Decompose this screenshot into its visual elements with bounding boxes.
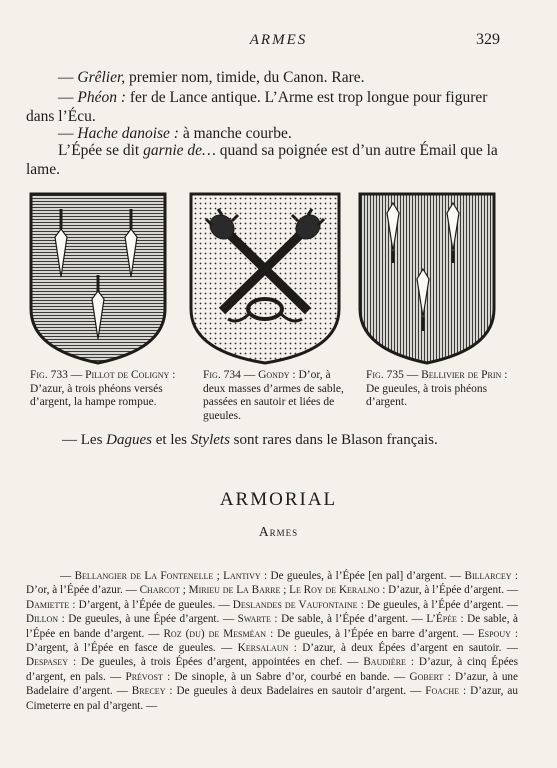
shield-735-image [357, 191, 497, 366]
pheon-term: Phéon : [77, 89, 127, 106]
armorial-entry-name: Gobert [409, 670, 444, 683]
armorial-entry-text: : De sable, à l’Épée en bande d’argent. — [26, 613, 519, 640]
armorial-list: — Bellangier de La Fontenelle ; Lantivy : De gueules, à l’Épée [en pal] d’argent. — Billarcey : D’or, à l’Épée d’azur. — Charcot ; Mirieu de La Barre ; Le Roy de Keralno : D’azur, à l’Épée d’argent. — Damiette : D’argent, à l’Épée de gueules. — Deslandes de Vaufontaine : De gueules, à l’Épée d’argent. — Dillon : De gueules, à une Épée d’argent. — Swarte : De sable, à l’Épée d’argent. — L’Épée : De sable, à l’Épée en bande d’argent. — Roz (du) de Mesméan : De gueules, à l’Épée en barre d’argent. — Espouy : D’argent, à l’Épée en fasce de gueules. — Kersalaun : D’azur, à deux Épées d’argent en sautoir. — Despasey : De gueules, à trois Épées d’argent, appointées en chef. — Baudière : D’azur, à cinq Épées d’argent, en pals. — Prévost : De sinople, à un Sabre d’or, courbé en bande. — Gobert : D’azur, à une Badelaire d’argent. — Brecey : De gueules à deux Badelaires en sautoir d’argent. — Foache : D’azur, au Cimeterre en pal d’argent. — [26, 570, 519, 712]
armorial-entry-name: Roz (du) de Mesméan [163, 627, 267, 640]
armorial-entry-text: : De gueules, à l’Épée [en pal] d’argent. — [260, 570, 465, 582]
armorial-entry-text: : D’azur, à cinq Épées d’argent, en pals. — [26, 656, 519, 683]
grelier-term: Grêlier, [77, 69, 126, 86]
armorial-entry-name: Damiette [26, 598, 70, 611]
armorial-entry-text: : De gueules, à l’Épée en barre d’argent. — [266, 627, 478, 640]
hache-term: Hache danoise : [77, 125, 179, 142]
armorial-entry-name: Bellangier de La Fontenelle [74, 570, 214, 582]
garnie-term: garnie de… [143, 142, 216, 159]
caption-fig-733: Fig. 733 — Pillot de Coligny : D’azur, à trois phéons versés d’argent, la hampe rompue. [30, 369, 176, 408]
armorial-entry-name: Brecey [131, 685, 166, 698]
page-number: 329 [476, 31, 500, 48]
armorial-entry-name: Mirieu de La Barre [188, 584, 281, 597]
armorial-entry-name: Dillon [26, 613, 59, 626]
section-subtitle: Armes [258, 524, 299, 539]
armorial-entry-text: : D’azur, au Cimeterre en pal d’argent. — [26, 685, 518, 712]
armorial-entry-text: : D’azur, à l’Épée d’argent. — [379, 584, 519, 597]
armorial-entry-text: : De gueules à deux Badelaires en sautoir d’argent. — [165, 685, 426, 698]
armorial-entry-name: Lantivy [223, 570, 261, 582]
armorial-entry-text: : De gueules, à une Épée d’argent. — [58, 613, 238, 626]
armorial-entry-text: : De gueules, à l’Épée d’argent. — [357, 598, 518, 611]
running-header: ARMES [249, 32, 308, 48]
grelier-paragraph: — Grêlier, premier nom, timide, du Canon. Rare. [58, 69, 365, 86]
shield-733-image [28, 191, 168, 366]
armorial-entry-name: L’Épée [426, 613, 457, 626]
armorial-entry-text: : D’or, à l’Épée d’azur. — [26, 570, 519, 597]
armorial-entry-name: Baudière [363, 656, 406, 669]
armorial-entry-text: : D’azur, à deux Épées d’argent en sautoir. — [288, 642, 518, 655]
armorial-entry-name: Deslandes de Vaufontaine [232, 598, 358, 611]
caption-fig-734: Fig. 734 — Gondy : D’or, à deux masses d’armes de sable, passées en sautoir et liées de gueules. [203, 369, 344, 422]
armorial-entry-text: ; [179, 584, 189, 597]
armorial-entry-name: Billarcey [464, 570, 512, 582]
armorial-entry-text: ; [280, 584, 290, 597]
armorial-entry-name: Swarte [237, 613, 271, 626]
shield-734-image [188, 191, 342, 366]
armorial-entry-text: : De sinople, à un Sabre d’or, courbé en bande. — [162, 670, 410, 683]
dagues-note: — Les Dagues et les Stylets sont rares dans le Blason français. [62, 432, 438, 448]
caption-fig-735: Fig. 735 — Bellivier de Prin : De gueules, à trois phéons d’argent. [366, 369, 508, 408]
armorial-entry-name: Despasey [26, 656, 69, 669]
armorial-entry-name: Le Roy de Keralno [289, 584, 380, 597]
shield-735-icon [357, 191, 497, 366]
armorial-entry-text: : D’azur, à une Badelaire d’argent. — [26, 670, 518, 698]
shield-733-icon [28, 191, 168, 366]
armorial-entry-name: Foache [425, 685, 460, 698]
armorial-entry-name: Prévost [125, 670, 163, 683]
armorial-entry-text: ; [213, 570, 224, 582]
armorial-entry-name: Kersalaun [237, 642, 289, 655]
pheon-paragraph: — Phéon : fer de Lance antique. L’Arme est trop longue pour figurer dans l’Écu. [26, 89, 488, 125]
epee-paragraph: L’Épée se dit garnie de… quand sa poignée est d’un autre Émail que la lame. [26, 142, 498, 178]
armorial-entry-text: : De gueules, à trois Épées d’argent, appointées en chef. — [68, 656, 364, 669]
armorial-entry-name: Espouy [477, 627, 511, 640]
section-title: ARMORIAL [219, 489, 338, 510]
armorial-entry-text: : De sable, à l’Épée d’argent. — [270, 613, 427, 626]
hache-paragraph: — Hache danoise : à manche courbe. [58, 125, 292, 142]
armorial-entry-text: : D’argent, à l’Épée en fasce de gueules. — [26, 627, 519, 655]
armorial-entry-name: Charcot [139, 584, 180, 597]
shield-734-icon [188, 191, 342, 366]
armorial-entry-text: : D’argent, à l’Épée de gueules. — [69, 598, 233, 611]
